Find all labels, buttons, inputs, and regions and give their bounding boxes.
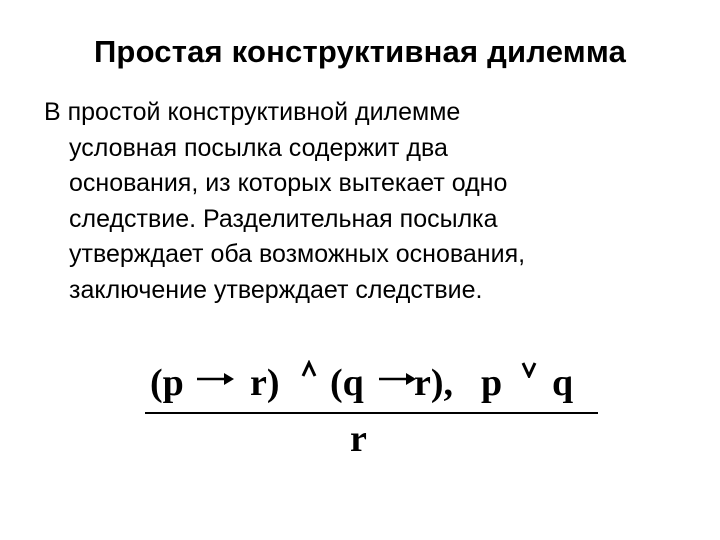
slide-title: Простая конструктивная дилемма	[93, 34, 627, 69]
paragraph-line: заключение утверждает следствие.	[69, 275, 483, 304]
formula-r-close: r)	[250, 362, 280, 404]
formula-r-close-comma: r),	[414, 362, 454, 404]
inference-line	[145, 412, 598, 414]
or-vee-icon	[521, 360, 537, 378]
right-arrow-icon	[196, 370, 236, 388]
paragraph-line: основания, из которых вытекает одно	[69, 169, 508, 197]
paragraph-line: следствие. Разделительная посылка	[69, 204, 498, 233]
and-wedge-icon	[301, 360, 317, 378]
formula-p: p	[481, 362, 503, 404]
paragraph-line: В простой конструктивной дилемме	[44, 98, 461, 126]
formula-conclusion: r	[350, 418, 367, 460]
formula-q: q	[552, 362, 574, 404]
paragraph-line: условная посылка содержит два	[69, 133, 448, 162]
right-arrow-icon	[378, 370, 418, 388]
formula-open-q: (q	[330, 362, 364, 404]
paragraph-line: утверждает оба возможных основания,	[69, 240, 526, 268]
formula-open-p: (p	[150, 362, 184, 404]
